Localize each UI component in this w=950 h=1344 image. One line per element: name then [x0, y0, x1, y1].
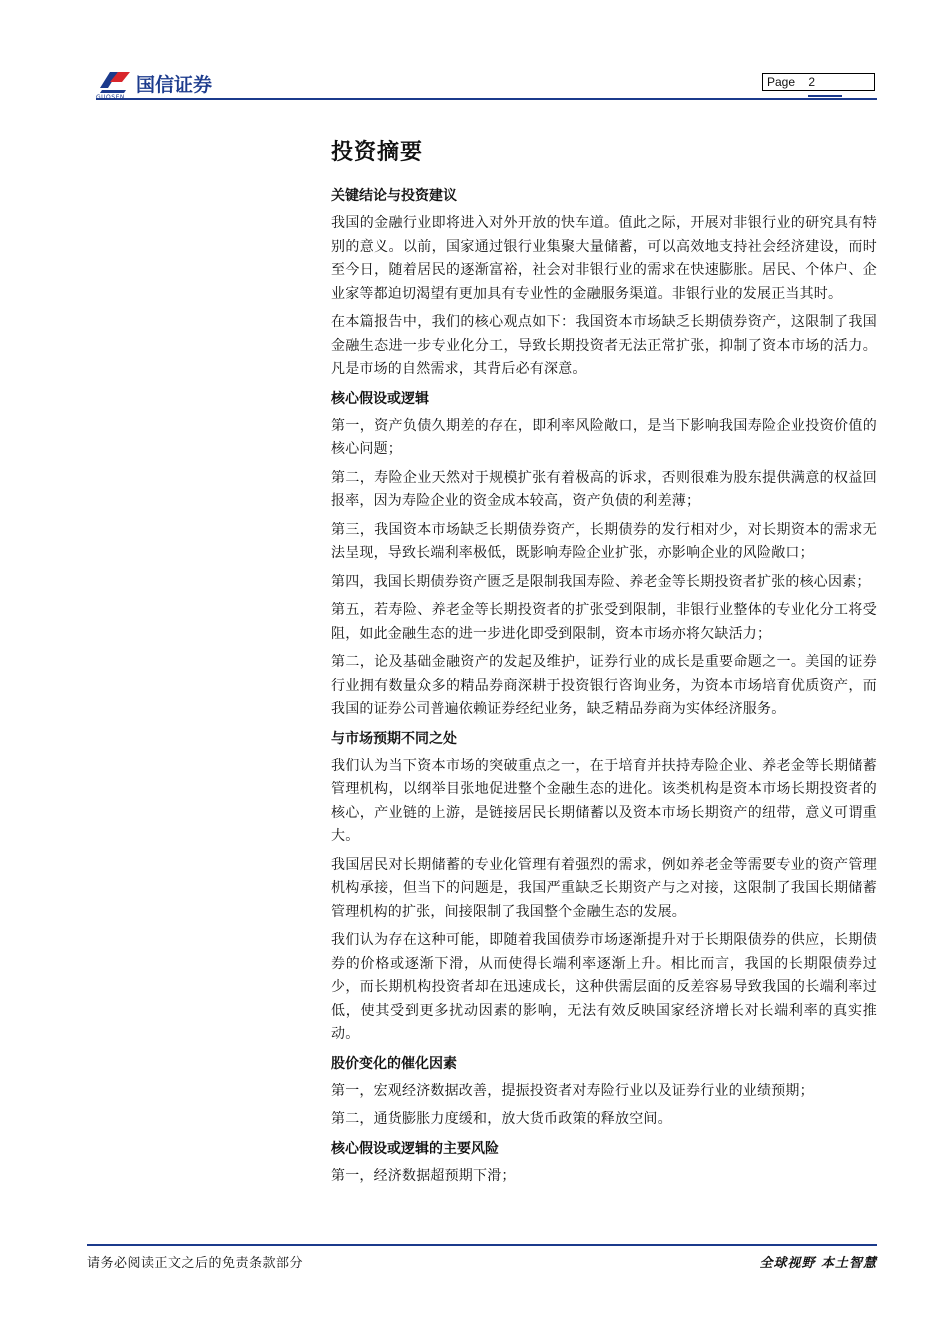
paragraph: 在本篇报告中，我们的核心观点如下：我国资本市场缺乏长期债券资产，这限制了我国金融生态进一步专业化分工，导致长期投资者无法正常扩张，抑制了资本市场的活力。凡是市场的自然需求，其背后必有深意。 — [331, 314, 877, 377]
paragraph: 第二，论及基础金融资产的发起及维护，证券行业的成长是重要命题之一。美国的证券行业拥有数量众多的精品券商深耕于投资银行咨询业务，为资本市场培育优质资产，而我国的证券公司普遍依赖证券经纪业务，缺乏精品券商为实体经济服务。 — [331, 654, 877, 717]
section-heading: 核心假设或逻辑的主要风险 — [331, 1140, 499, 1157]
main-content — [331, 136, 877, 1193]
header-divider — [96, 98, 877, 100]
paragraph: 我们认为当下资本市场的突破重点之一，在于培育并扶持寿险企业、养老金等长期储蓄管理机构，以纲举目张地促进整个金融生态的进化。该类机构是资本市场长期投资者的核心，产业链的上游，是链接居民长期储蓄以及资本市场长期资产的纽带，意义可谓重大。 — [331, 757, 877, 844]
paragraph: 我国居民对长期储蓄的专业化管理有着强烈的需求，例如养老金等需要专业的资产管理机构承接，但当下的问题是，我国严重缺乏长期资产与之对接，这限制了我国长期储蓄管理机构的扩张，间接限制了我国整个金融生态的发展。 — [331, 856, 877, 920]
paragraph: 第五，若寿险、养老金等长期投资者的扩张受到限制，非银行业整体的专业化分工将受阻，如此金融生态的进一步进化即受到限制，资本市场亦将欠缺活力； — [331, 602, 877, 642]
page-label: Page — [767, 75, 796, 89]
footer-divider — [87, 1244, 877, 1246]
paragraph: 第一，经济数据超预期下滑； — [331, 1167, 516, 1184]
paragraph: 我们认为存在这种可能，即随着我国债券市场逐渐提升对于长期限债券的供应，长期债券的价格或逐渐下滑，从而使得长端利率逐渐上升。相比而言，我国的长期限债券过少，而长期机构投资者却在迅速成长，这种供需层面的反差容易导致我国的长端利率过低，使其受到更多扰动因素的影响，无法有效反映国家经济增长对长端利率的真实推动。 — [331, 932, 877, 1042]
paragraph: 第二，通货膨胀力度缓和，放大货币政策的释放空间。 — [331, 1111, 672, 1127]
logo-text: 国信证券 — [136, 74, 213, 96]
paragraph: 我国的金融行业即将进入对外开放的快车道。值此之际，开展对非银行业的研究具有特别的意义。以前，国家通过银行业集聚大量储蓄，可以高效地支持社会经济建设，而时至今日，随着居民的逐渐富裕，社会对非银行业的需求在快速膨胀。居民、个体户、企业家等都迫切渴望有更加具有专业性的金融服务渠道。非银行业的发展正当其时。 — [331, 215, 877, 302]
footer-disclaimer: 请务必阅读正文之后的免责条款部分 — [87, 1256, 304, 1271]
footer-slogan: 全球视野 本土智慧 — [759, 1256, 877, 1271]
paragraph: 第一，资产负债久期差的存在，即利率风险敞口，是当下影响我国寿险企业投资价值的核心问题； — [331, 417, 877, 457]
paragraph: 第一，宏观经济数据改善，提振投资者对寿险行业以及证券行业的业绩预期； — [331, 1082, 814, 1099]
section-heading: 股价变化的催化因素 — [331, 1055, 457, 1072]
section-heading: 核心假设或逻辑 — [331, 390, 429, 407]
page-number: 2 — [808, 75, 816, 89]
paragraph: 第四，我国长期债券资产匮乏是限制我国寿险、养老金等长期投资者扩张的核心因素； — [331, 573, 871, 590]
page-header — [0, 0, 950, 110]
page-title: 投资摘要 — [331, 140, 424, 165]
section-heading: 关键结论与投资建议 — [331, 188, 457, 204]
paragraph: 第三，我国资本市场缺乏长期债券资产，长期债券的发行相对少，对长期资本的需求无法呈现，导致长端利率极低，既影响寿险企业扩张，亦影响企业的风险敞口； — [331, 521, 877, 561]
paragraph: 第二，寿险企业天然对于规模扩张有着极高的诉求，否则很难为股东提供满意的权益回报率，因为寿险企业的资金成本较高，资产负债的利差薄； — [331, 469, 877, 509]
page-underline — [808, 95, 842, 97]
page-indicator — [762, 73, 875, 91]
section-heading: 与市场预期不同之处 — [331, 730, 457, 747]
sections-container — [331, 184, 877, 1188]
logo-mark-icon — [96, 68, 132, 94]
guosen-logo — [96, 68, 246, 102]
